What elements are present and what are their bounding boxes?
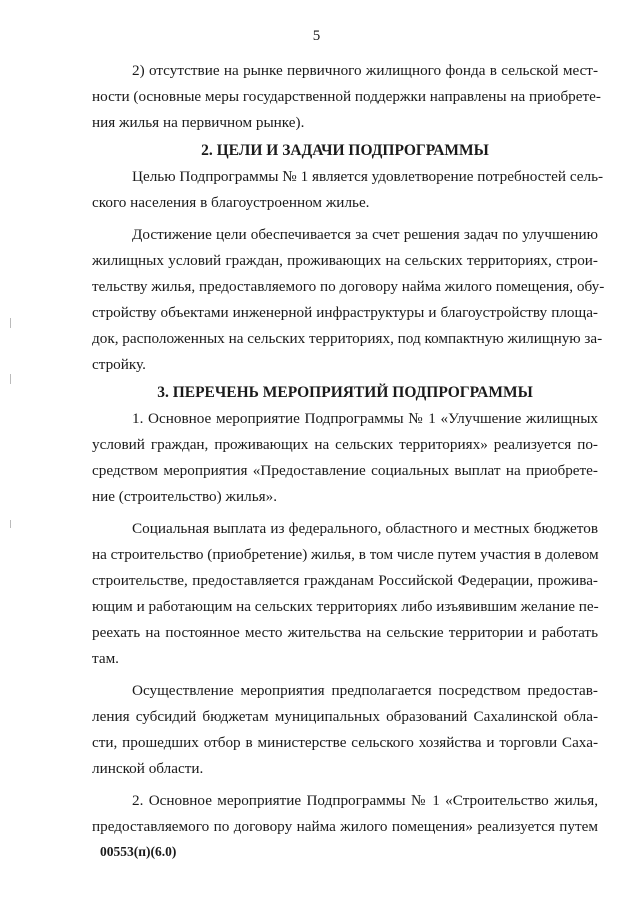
document-code: 00553(п)(6.0) [100, 844, 177, 859]
section-heading: 2. ЦЕЛИ И ЗАДАЧИ ПОДПРОГРАММЫ [201, 142, 489, 159]
page-number: 5 [312, 28, 321, 44]
text-line: Достижение цели обеспечивается за счет решения задач по улучшению [132, 226, 598, 243]
text-line: ского населения в благоустроенном жилье. [92, 194, 370, 211]
text-line: ния жилья на первичном рынке). [92, 114, 305, 131]
text-line: 2. Основное мероприятие Подпрограммы № 1 «Строительство жилья, [132, 792, 598, 809]
text-line: тельству жилья, предоставляемого по договору найма жилого помещения, обу- [92, 278, 605, 295]
text-line: стройку. [92, 356, 146, 373]
paragraph [92, 222, 605, 378]
text-line: там. [92, 650, 119, 667]
text-line: ющим и работающим на сельских территориях либо изъявившим желание пе- [92, 598, 599, 615]
text-line: Целью Подпрограммы № 1 является удовлетворение потребностей сель- [132, 168, 604, 185]
scan-artifact [10, 374, 11, 384]
text-line: строительстве, предоставляется гражданам Российской Федерации, прожива- [92, 572, 598, 589]
paragraph [92, 788, 598, 840]
text-line: ности (основные меры государственной поддержки направлены на приобрете- [92, 88, 601, 105]
scan-artifact [10, 318, 11, 328]
paragraph [92, 678, 598, 782]
document-body [92, 58, 605, 840]
text-line: на строительство (приобретение) жилья, в том числе путем участия в долевом [92, 546, 599, 563]
paragraph [92, 406, 598, 510]
text-line: сти, прошедших отбор в министерстве сельского хозяйства и торговли Саха- [92, 734, 598, 751]
text-line: условий граждан, проживающих на сельских территориях» реализуется по- [92, 436, 598, 453]
text-line: ние (строительство) жилья». [92, 488, 278, 505]
paragraph [92, 516, 598, 672]
paragraph [92, 58, 601, 136]
text-line: Осуществление мероприятия предполагается посредством предостав- [132, 682, 598, 699]
text-line: 2) отсутствие на рынке первичного жилищного фонда в сельской мест- [132, 62, 598, 79]
text-line: жилищных условий граждан, проживающих на сельских территориях, строи- [92, 252, 598, 269]
text-line: линской области. [92, 760, 204, 777]
paragraph [92, 164, 604, 216]
scan-artifact [10, 520, 11, 528]
text-line: Социальная выплата из федерального, областного и местных бюджетов [132, 520, 598, 537]
text-line: 1. Основное мероприятие Подпрограммы № 1 «Улучшение жилищных [132, 410, 598, 427]
text-line: реехать на постоянное место жительства на сельские территории и работать [92, 624, 598, 641]
text-line: предоставляемого по договору найма жилого помещения» реализуется путем [92, 818, 598, 835]
text-line: ления субсидий бюджетам муниципальных образований Сахалинской обла- [92, 708, 598, 725]
text-line: стройству объектами инженерной инфраструктуры и благоустройству площа- [92, 304, 598, 321]
section-heading: 3. ПЕРЕЧЕНЬ МЕРОПРИЯТИЙ ПОДПРОГРАММЫ [157, 384, 533, 401]
text-line: средством мероприятия «Предоставление социальных выплат на приобрете- [92, 462, 598, 479]
text-line: док, расположенных на сельских территориях, под компактную жилищную за- [92, 330, 603, 347]
